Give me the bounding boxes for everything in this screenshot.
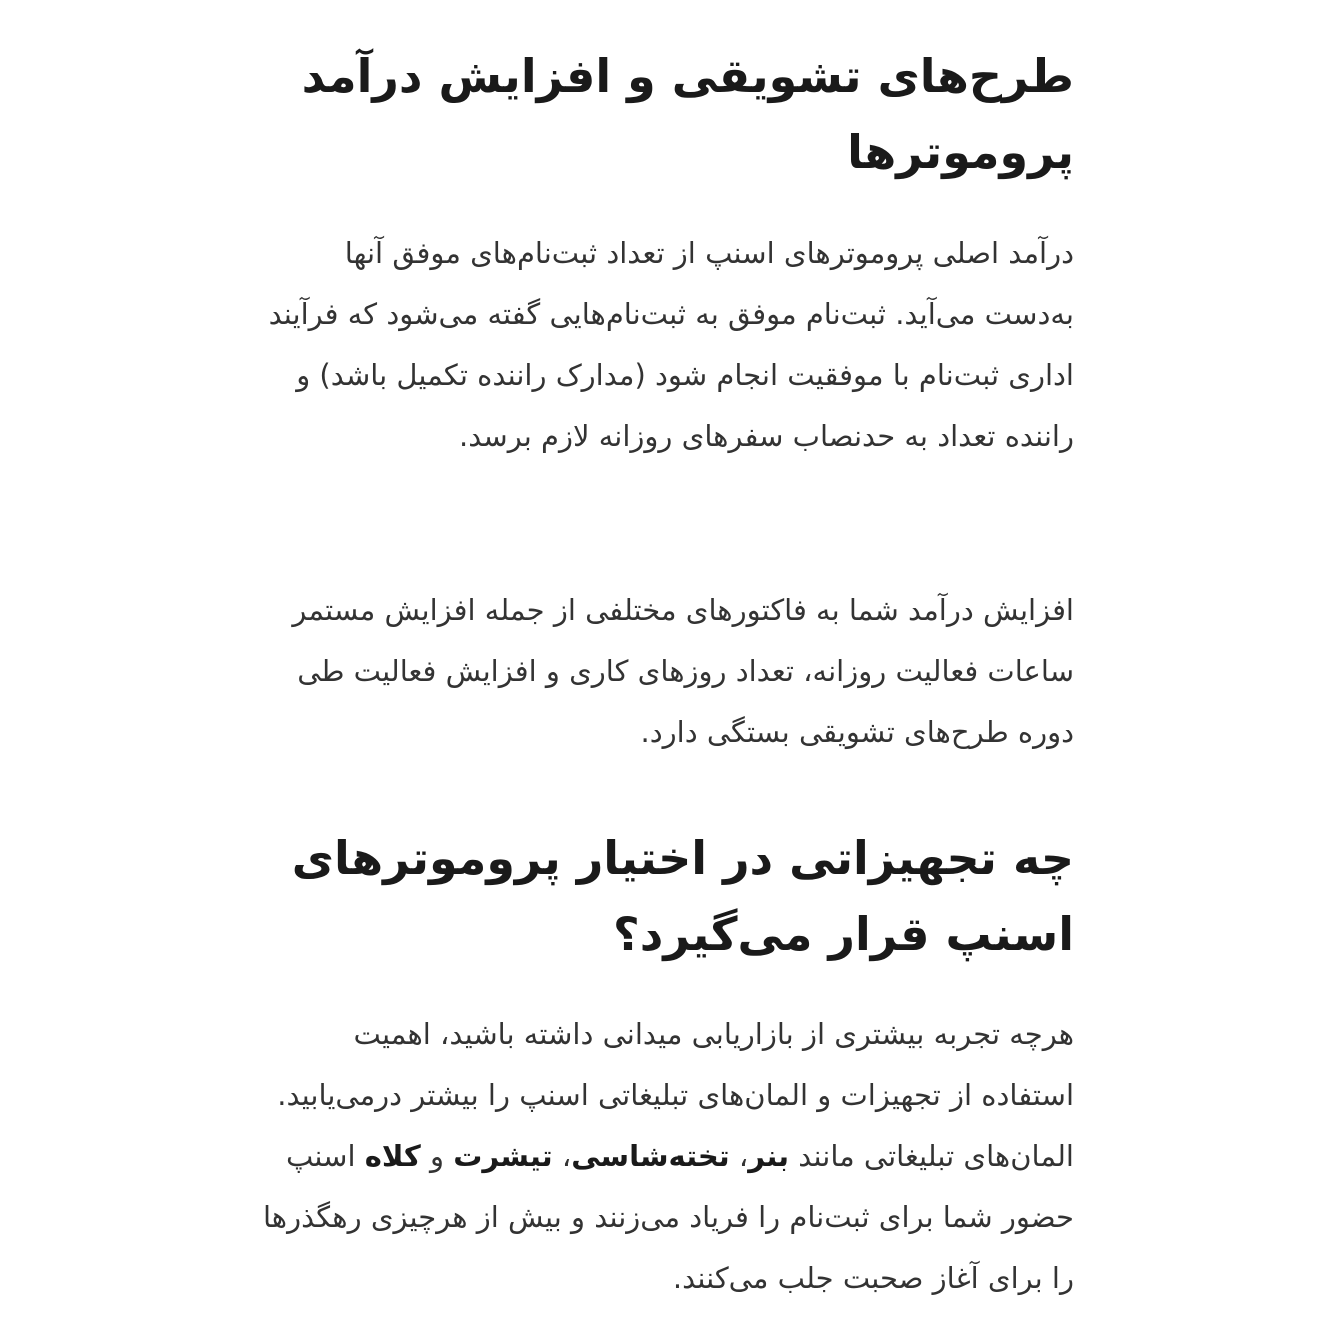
incentive-plans-heading: طرح‌های تشویقی و افزایش درآمد پروموترها [301, 49, 1074, 179]
banner-term: بنر [748, 1139, 790, 1173]
conjunction: و [420, 1139, 454, 1173]
income-source-paragraph: درآمد اصلی پروموترهای اسنپ از تعداد ثبت‌نام‌های موفق آنها به‌دست می‌آید. ثبت‌نام موفق به ثبت‌نام‌هایی گفته می‌شود که فرآیند اداری ثبت‌نام با موفقیت انجام شود (مدارک راننده تکمیل باشد) و راننده تعداد به حدنصاب سفرهای روزانه لازم برسد. [268, 236, 1074, 453]
income-factors-paragraph: افزایش درآمد شما به فاکتورهای مختلفی از جمله افزایش مستمر ساعات فعالیت روزانه، تعداد روزهای کاری و افزایش فعالیت طی دوره طرح‌های تشویقی بستگی دارد. [292, 593, 1074, 749]
equipment-paragraph [254, 1004, 1074, 1309]
hat-term: کلاه [364, 1139, 421, 1173]
separator: ، [729, 1139, 749, 1173]
equipment-text-before: هرچه تجربه بیشتری از بازاریابی میدانی داشته باشید، اهمیت استفاده از تجهیزات و المان‌های تبلیغاتی اسنپ را بیشتر درمی‌یابید. المان‌های تبلیغاتی مانند [277, 1017, 1074, 1173]
clipboard-term: تخته‌شاسی [571, 1139, 730, 1173]
tshirt-term: تیشرت [453, 1139, 553, 1173]
equipment-text-after: اسنپ حضور شما برای ثبت‌نام را فریاد می‌زنند و بیش از هرچیزی رهگذرها را برای آغاز صحبت جلب می‌کنند. [262, 1139, 1074, 1295]
separator: ، [552, 1139, 572, 1173]
equipment-heading: چه تجهیزاتی در اختیار پروموترهای اسنپ قرار می‌گیرد؟ [291, 831, 1074, 961]
